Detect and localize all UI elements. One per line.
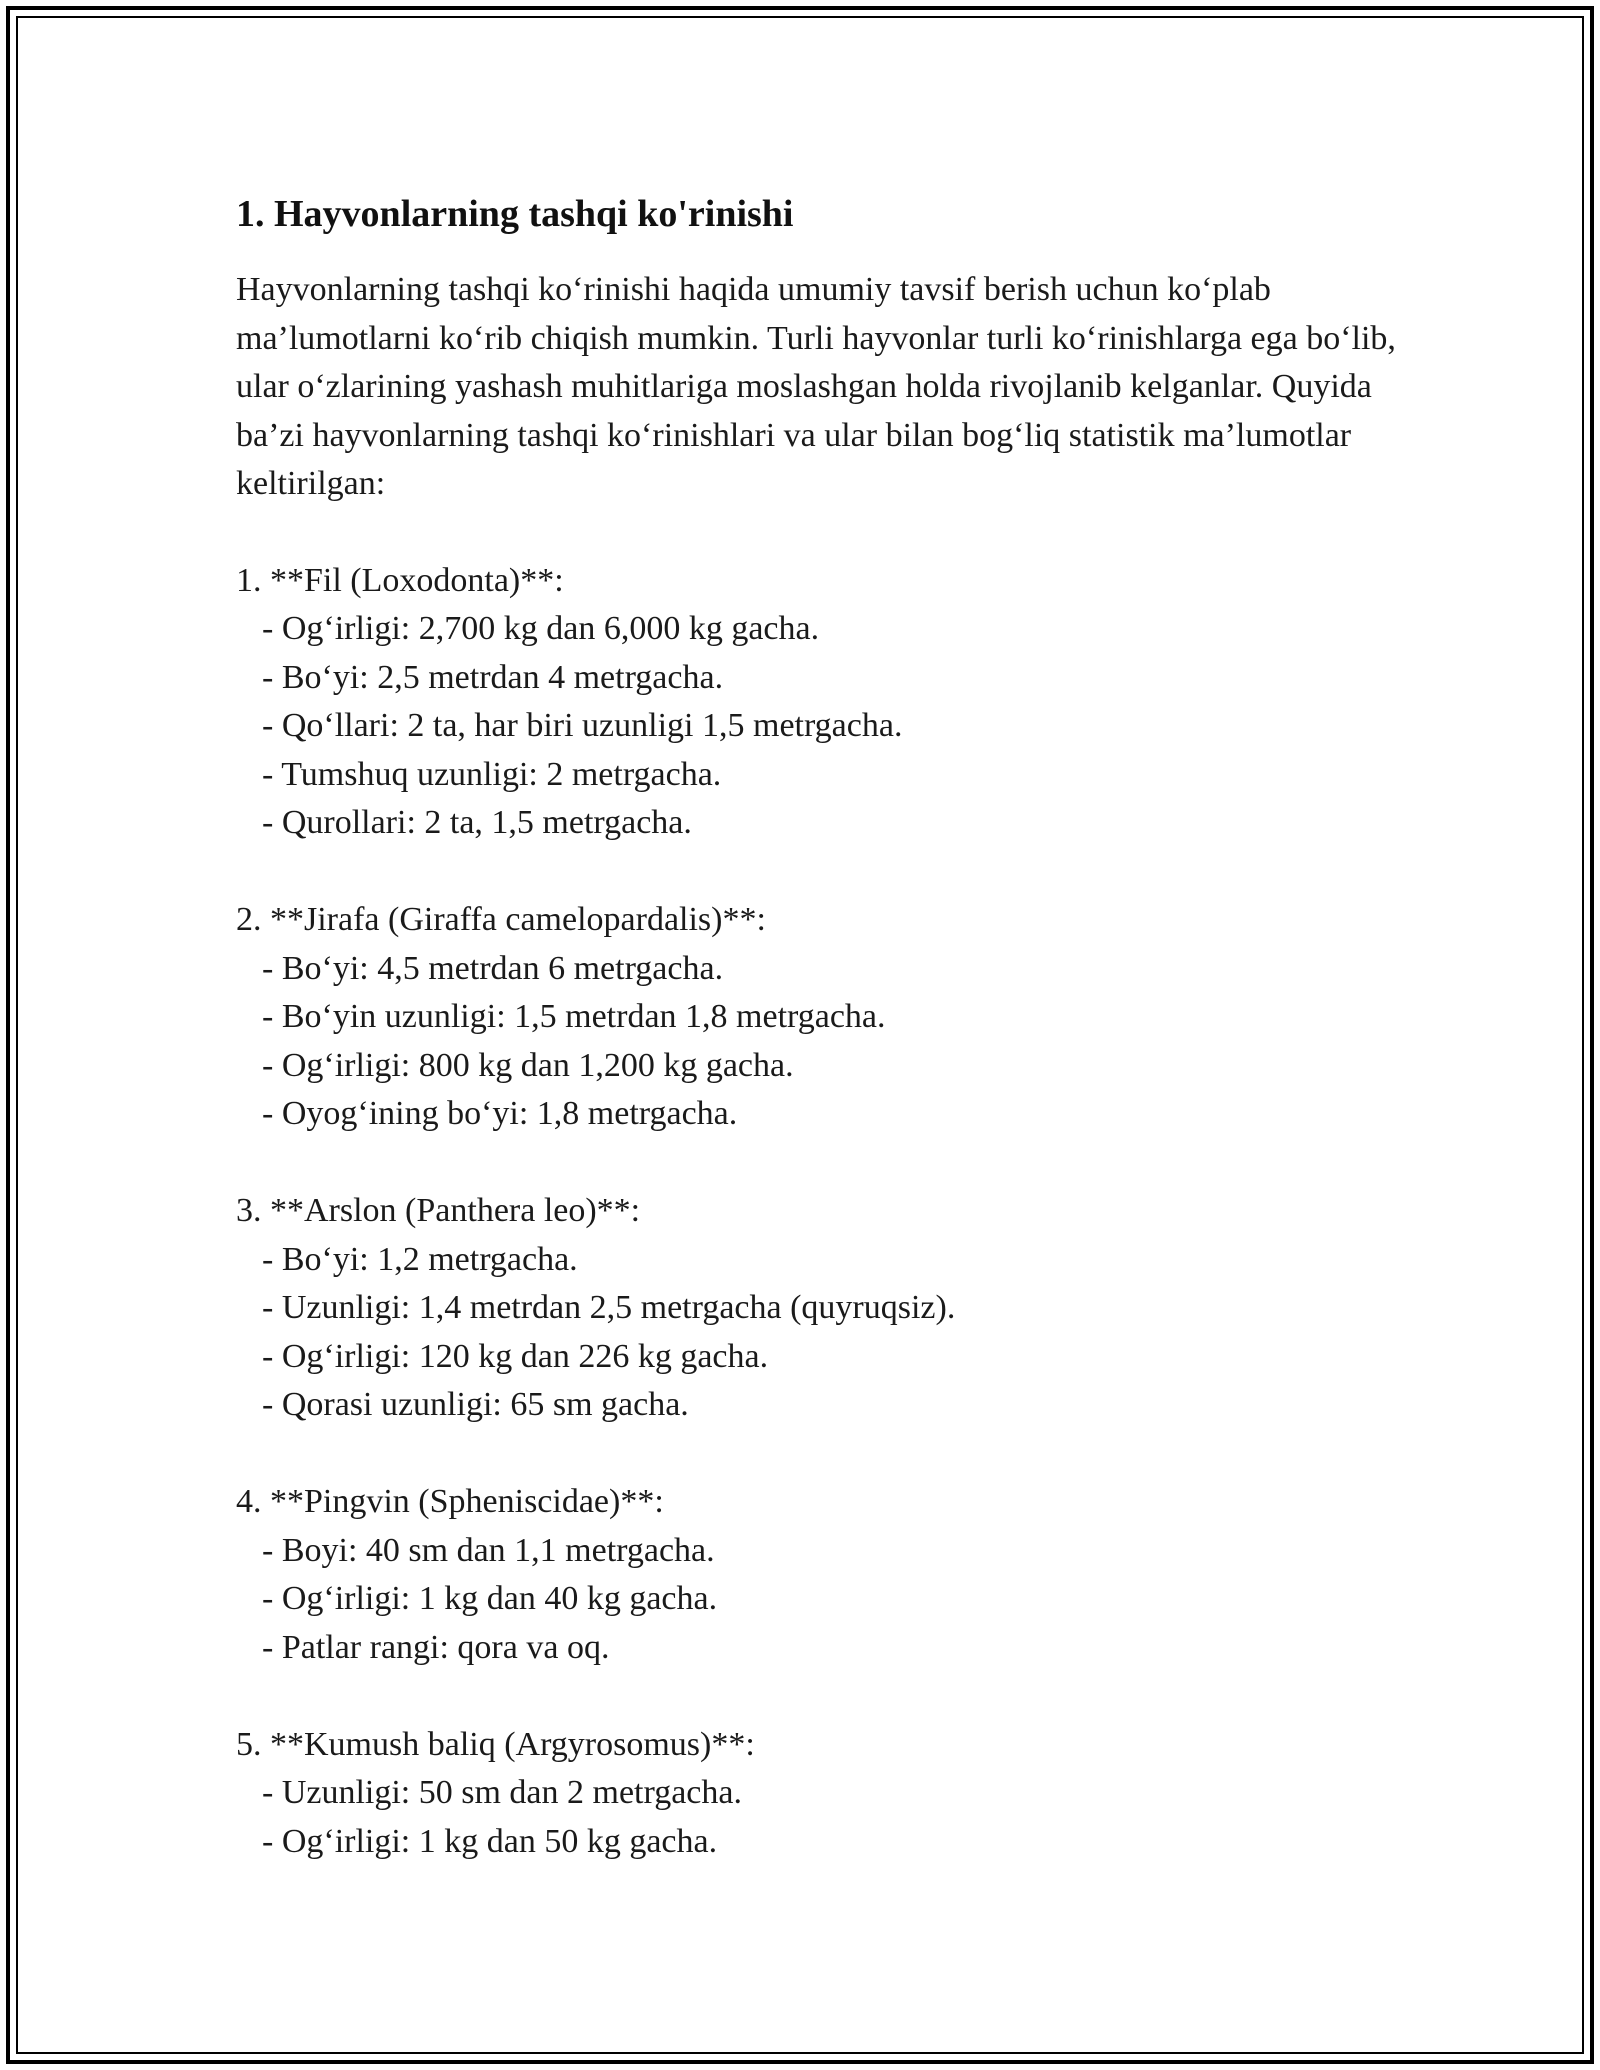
animal-group-2 — [236, 896, 1416, 1139]
animal-fact: - Bo‘yi: 1,2 metrgacha. — [262, 1240, 578, 1278]
animal-fact: - Uzunligi: 1,4 metrdan 2,5 metrgacha (quyruqsiz). — [262, 1289, 956, 1326]
animal-fact: - Qo‘llari: 2 ta, har biri uzunligi 1,5 metrgacha. — [262, 707, 903, 744]
animal-group-1 — [236, 557, 1416, 848]
animal-fact: - Boyi: 40 sm dan 1,1 metrgacha. — [262, 1531, 715, 1569]
animal-fact: - Og‘irligi: 1 kg dan 50 kg gacha. — [262, 1822, 718, 1860]
animal-fact: - Tumshuq uzunligi: 2 metrgacha. — [262, 755, 722, 793]
animal-title: 4. **Pingvin (Spheniscidae)**: — [236, 1483, 664, 1520]
animal-fact: - Og‘irligi: 800 kg dan 1,200 kg gacha. — [262, 1046, 794, 1084]
animal-fact: - Patlar rangi: qora va oq. — [262, 1628, 610, 1666]
animal-title: 1. **Fil (Loxodonta)**: — [236, 561, 564, 599]
animal-fact: - Og‘irligi: 1 kg dan 40 kg gacha. — [262, 1580, 718, 1617]
animal-group-5 — [236, 1721, 1416, 1867]
section-heading: 1. Hayvonlarning tashqi ko'rinishi — [236, 193, 794, 235]
animal-fact: - Uzunligi: 50 sm dan 2 metrgacha. — [262, 1774, 742, 1811]
animal-fact: - Oyog‘ining bo‘yi: 1,8 metrgacha. — [262, 1095, 738, 1132]
animal-group-4 — [236, 1478, 1416, 1672]
animal-fact: - Qurollari: 2 ta, 1,5 metrgacha. — [262, 804, 692, 841]
animal-fact: - Bo‘yin uzunligi: 1,5 metrdan 1,8 metrgacha. — [262, 998, 886, 1035]
document-content — [236, 188, 1416, 1915]
animal-fact: - Bo‘yi: 2,5 metrdan 4 metrgacha. — [262, 658, 724, 696]
intro-paragraph: Hayvonlarning tashqi ko‘rinishi haqida umumiy tavsif berish uchun ko‘plab ma’lumotlarni ko‘rib chiqish mumkin. Turli hayvonlar turli ko‘rinishlarga ega bo‘lib, ular o‘zlarining yashash muhitlariga moslashgan holda rivojlanib kelganlar. Quyida ba’zi hayvonlarning tashqi ko‘rinishlari va ular bilan bog‘liq statistik ma’lumotlar keltirilgan: — [236, 271, 1396, 502]
animal-title: 5. **Kumush baliq (Argyrosomus)**: — [236, 1725, 755, 1763]
animal-fact: - Bo‘yi: 4,5 metrdan 6 metrgacha. — [262, 949, 724, 987]
animal-fact: - Og‘irligi: 120 kg dan 226 kg gacha. — [262, 1337, 769, 1375]
animal-fact: - Og‘irligi: 2,700 kg dan 6,000 kg gacha. — [262, 610, 820, 647]
animal-group-3 — [236, 1187, 1416, 1430]
animal-fact: - Qorasi uzunligi: 65 sm gacha. — [262, 1386, 689, 1423]
animal-title: 2. **Jirafa (Giraffa camelopardalis)**: — [236, 901, 766, 938]
animal-title: 3. **Arslon (Panthera leo)**: — [236, 1192, 641, 1229]
